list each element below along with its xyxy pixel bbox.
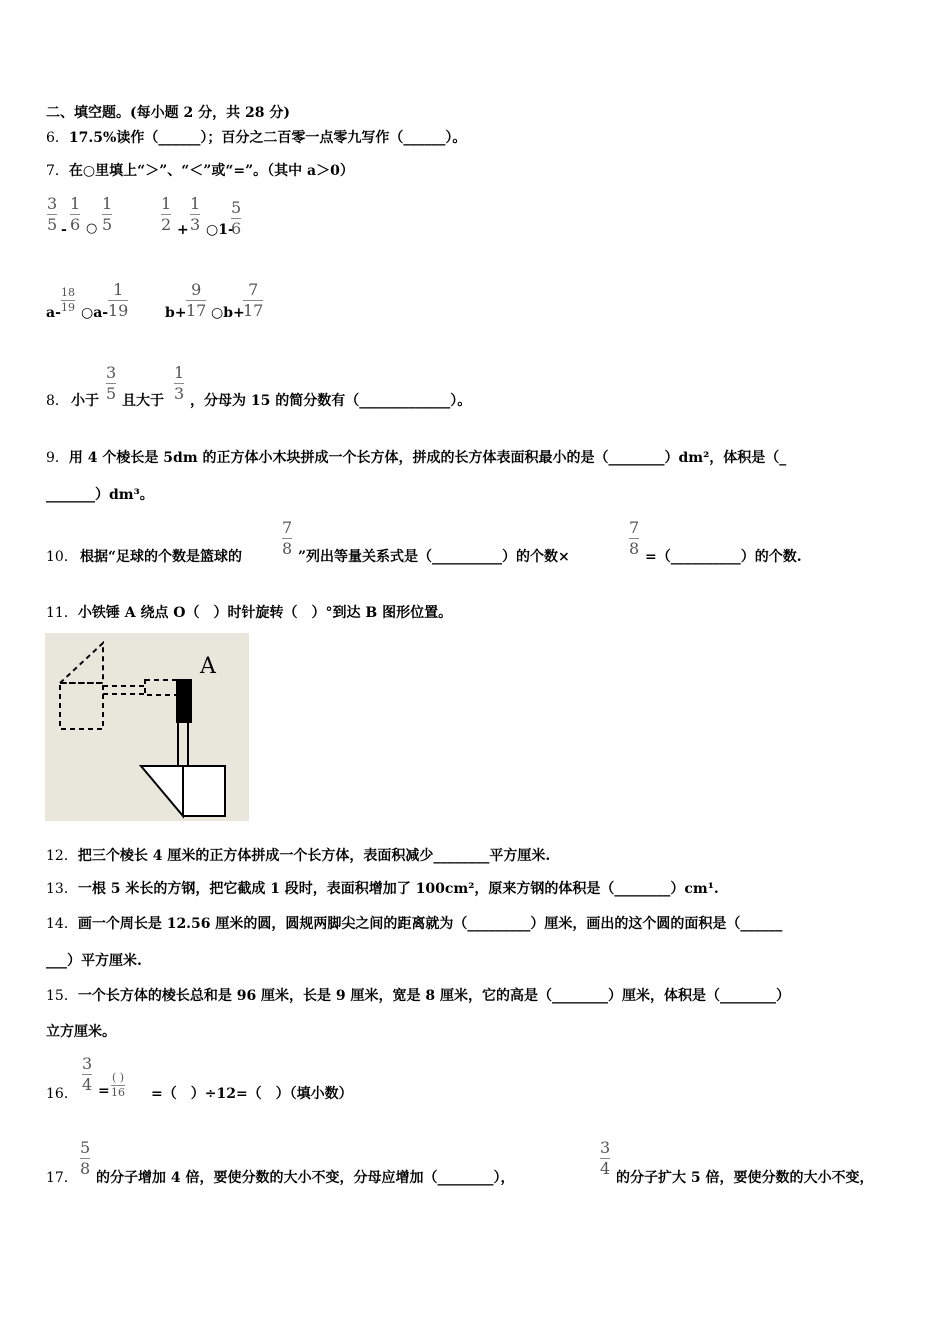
operator: -	[61, 222, 67, 238]
fraction: 5 8	[80, 1138, 91, 1178]
expression-prefix: b+	[165, 305, 187, 321]
question-9	[46, 449, 786, 467]
hammer-figure-svg	[45, 633, 249, 821]
question-13	[46, 880, 719, 898]
question-number: 14．	[46, 916, 78, 932]
fraction: 9 17	[186, 280, 207, 320]
question-9-continued: _______）dm³。	[46, 487, 154, 503]
question-text: 小于	[71, 393, 99, 409]
fraction: 7 17	[243, 280, 264, 320]
question-text: 一个长方体的棱长总和是 96 厘米，长是 9 厘米，宽是 8 厘米，它的高是（________）厘米，体积是（________）	[77, 988, 791, 1004]
fraction: 1 5	[102, 194, 113, 234]
hammer-rotation-figure	[45, 633, 249, 821]
fraction: 18 19	[61, 286, 75, 314]
question-7	[46, 162, 354, 180]
question-14-continued: ___）平方厘米.	[46, 953, 142, 969]
fraction: 3 4	[82, 1054, 93, 1094]
question-number: 17．	[46, 1170, 78, 1186]
question-text: 用 4 个棱长是 5dm 的正方体小木块拼成一个长方体，拼成的长方体表面积最小的是（________）dm²，体积是（_	[68, 450, 787, 466]
operator: +	[177, 222, 189, 238]
section-title: 二、填空题。(每小题 2 分，共 28 分)	[46, 105, 290, 121]
question-text: =（ ）÷12=（ ）（填小数）	[151, 1086, 353, 1102]
fraction: 7 8	[629, 518, 640, 558]
fraction: 1 3	[174, 363, 185, 403]
solid-grip	[176, 679, 192, 723]
question-number: 10．	[46, 549, 78, 565]
dashed-grip	[145, 680, 177, 695]
fraction: 3 5	[47, 194, 58, 234]
question-text: ”列出等量关系式是（__________）的个数×	[298, 549, 570, 565]
question-number: 13．	[46, 881, 78, 897]
question-14	[46, 915, 782, 933]
compare-circle: ○	[86, 221, 98, 236]
question-text: 把三个棱长 4 厘米的正方体拼成一个长方体，表面积减少________平方厘米.	[77, 848, 551, 864]
question-text: 的分子增加 4 倍，要使分数的大小不变，分母应增加（________），	[96, 1170, 515, 1186]
question-6	[46, 129, 466, 147]
question-text: 且大于	[122, 393, 164, 409]
question-number: 11．	[46, 605, 78, 621]
fraction: 1 19	[108, 280, 129, 320]
question-number: 6．	[46, 130, 69, 146]
fraction: 1 6	[70, 194, 81, 234]
fraction: 1 2	[161, 194, 172, 234]
question-text: ，分母为 15 的简分数有（_____________）。	[190, 393, 472, 409]
question-number: 15．	[46, 988, 78, 1004]
solid-triangle-head	[141, 766, 183, 816]
question-number: 9．	[46, 450, 69, 466]
question-number: 12．	[46, 848, 78, 864]
compare-circle: ○1-	[206, 222, 234, 238]
question-text: 根据“足球的个数是篮球的	[80, 549, 243, 565]
question-text: 小铁锤 A 绕点 O（ ）时针旋转（ ）°到达 B 图形位置。	[77, 605, 453, 621]
question-text: 17.5%读作（______）；百分之二百零一点零九写作（______）。	[68, 130, 467, 146]
question-text: =（__________）的个数.	[645, 549, 802, 565]
dashed-square-head	[60, 683, 103, 729]
blank-fraction: ( ) 16	[111, 1071, 125, 1099]
fraction: 7 8	[282, 518, 293, 558]
question-12	[46, 847, 550, 865]
dashed-triangle-head	[60, 643, 103, 683]
equals-sign: =	[98, 1083, 110, 1099]
compare-circle: ○b+	[211, 305, 245, 321]
fraction: 3 4	[600, 1138, 611, 1178]
question-number: 7．	[46, 163, 69, 179]
fraction: 3 5	[106, 363, 117, 403]
question-text: 的分子扩大 5 倍，要使分数的大小不变，	[616, 1170, 874, 1186]
question-text: 画一个周长是 12.56 厘米的圆，圆规两脚尖之间的距离就为（_________）厘米，画出的这个圆的面积是（______	[77, 916, 783, 932]
question-number: 16．	[46, 1086, 78, 1102]
question-15	[46, 987, 790, 1005]
question-text: 一根 5 米长的方钢，把它截成 1 段时，表面积增加了 100cm²，原来方钢的体积是（________）cm¹.	[77, 881, 719, 897]
question-text: 在○里填上“＞”、“＜”或“=”。（其中 a＞0）	[68, 163, 354, 179]
label-a: A	[200, 654, 216, 679]
compare-circle: ○a-	[81, 305, 109, 321]
expression-prefix: a-	[46, 305, 61, 321]
fraction: 1 3	[190, 194, 201, 234]
solid-square-head	[183, 766, 225, 816]
question-11	[46, 604, 452, 622]
fraction: 5 6	[231, 198, 242, 238]
question-15-continued: 立方厘米。	[46, 1024, 116, 1040]
question-number: 8．	[46, 393, 69, 409]
